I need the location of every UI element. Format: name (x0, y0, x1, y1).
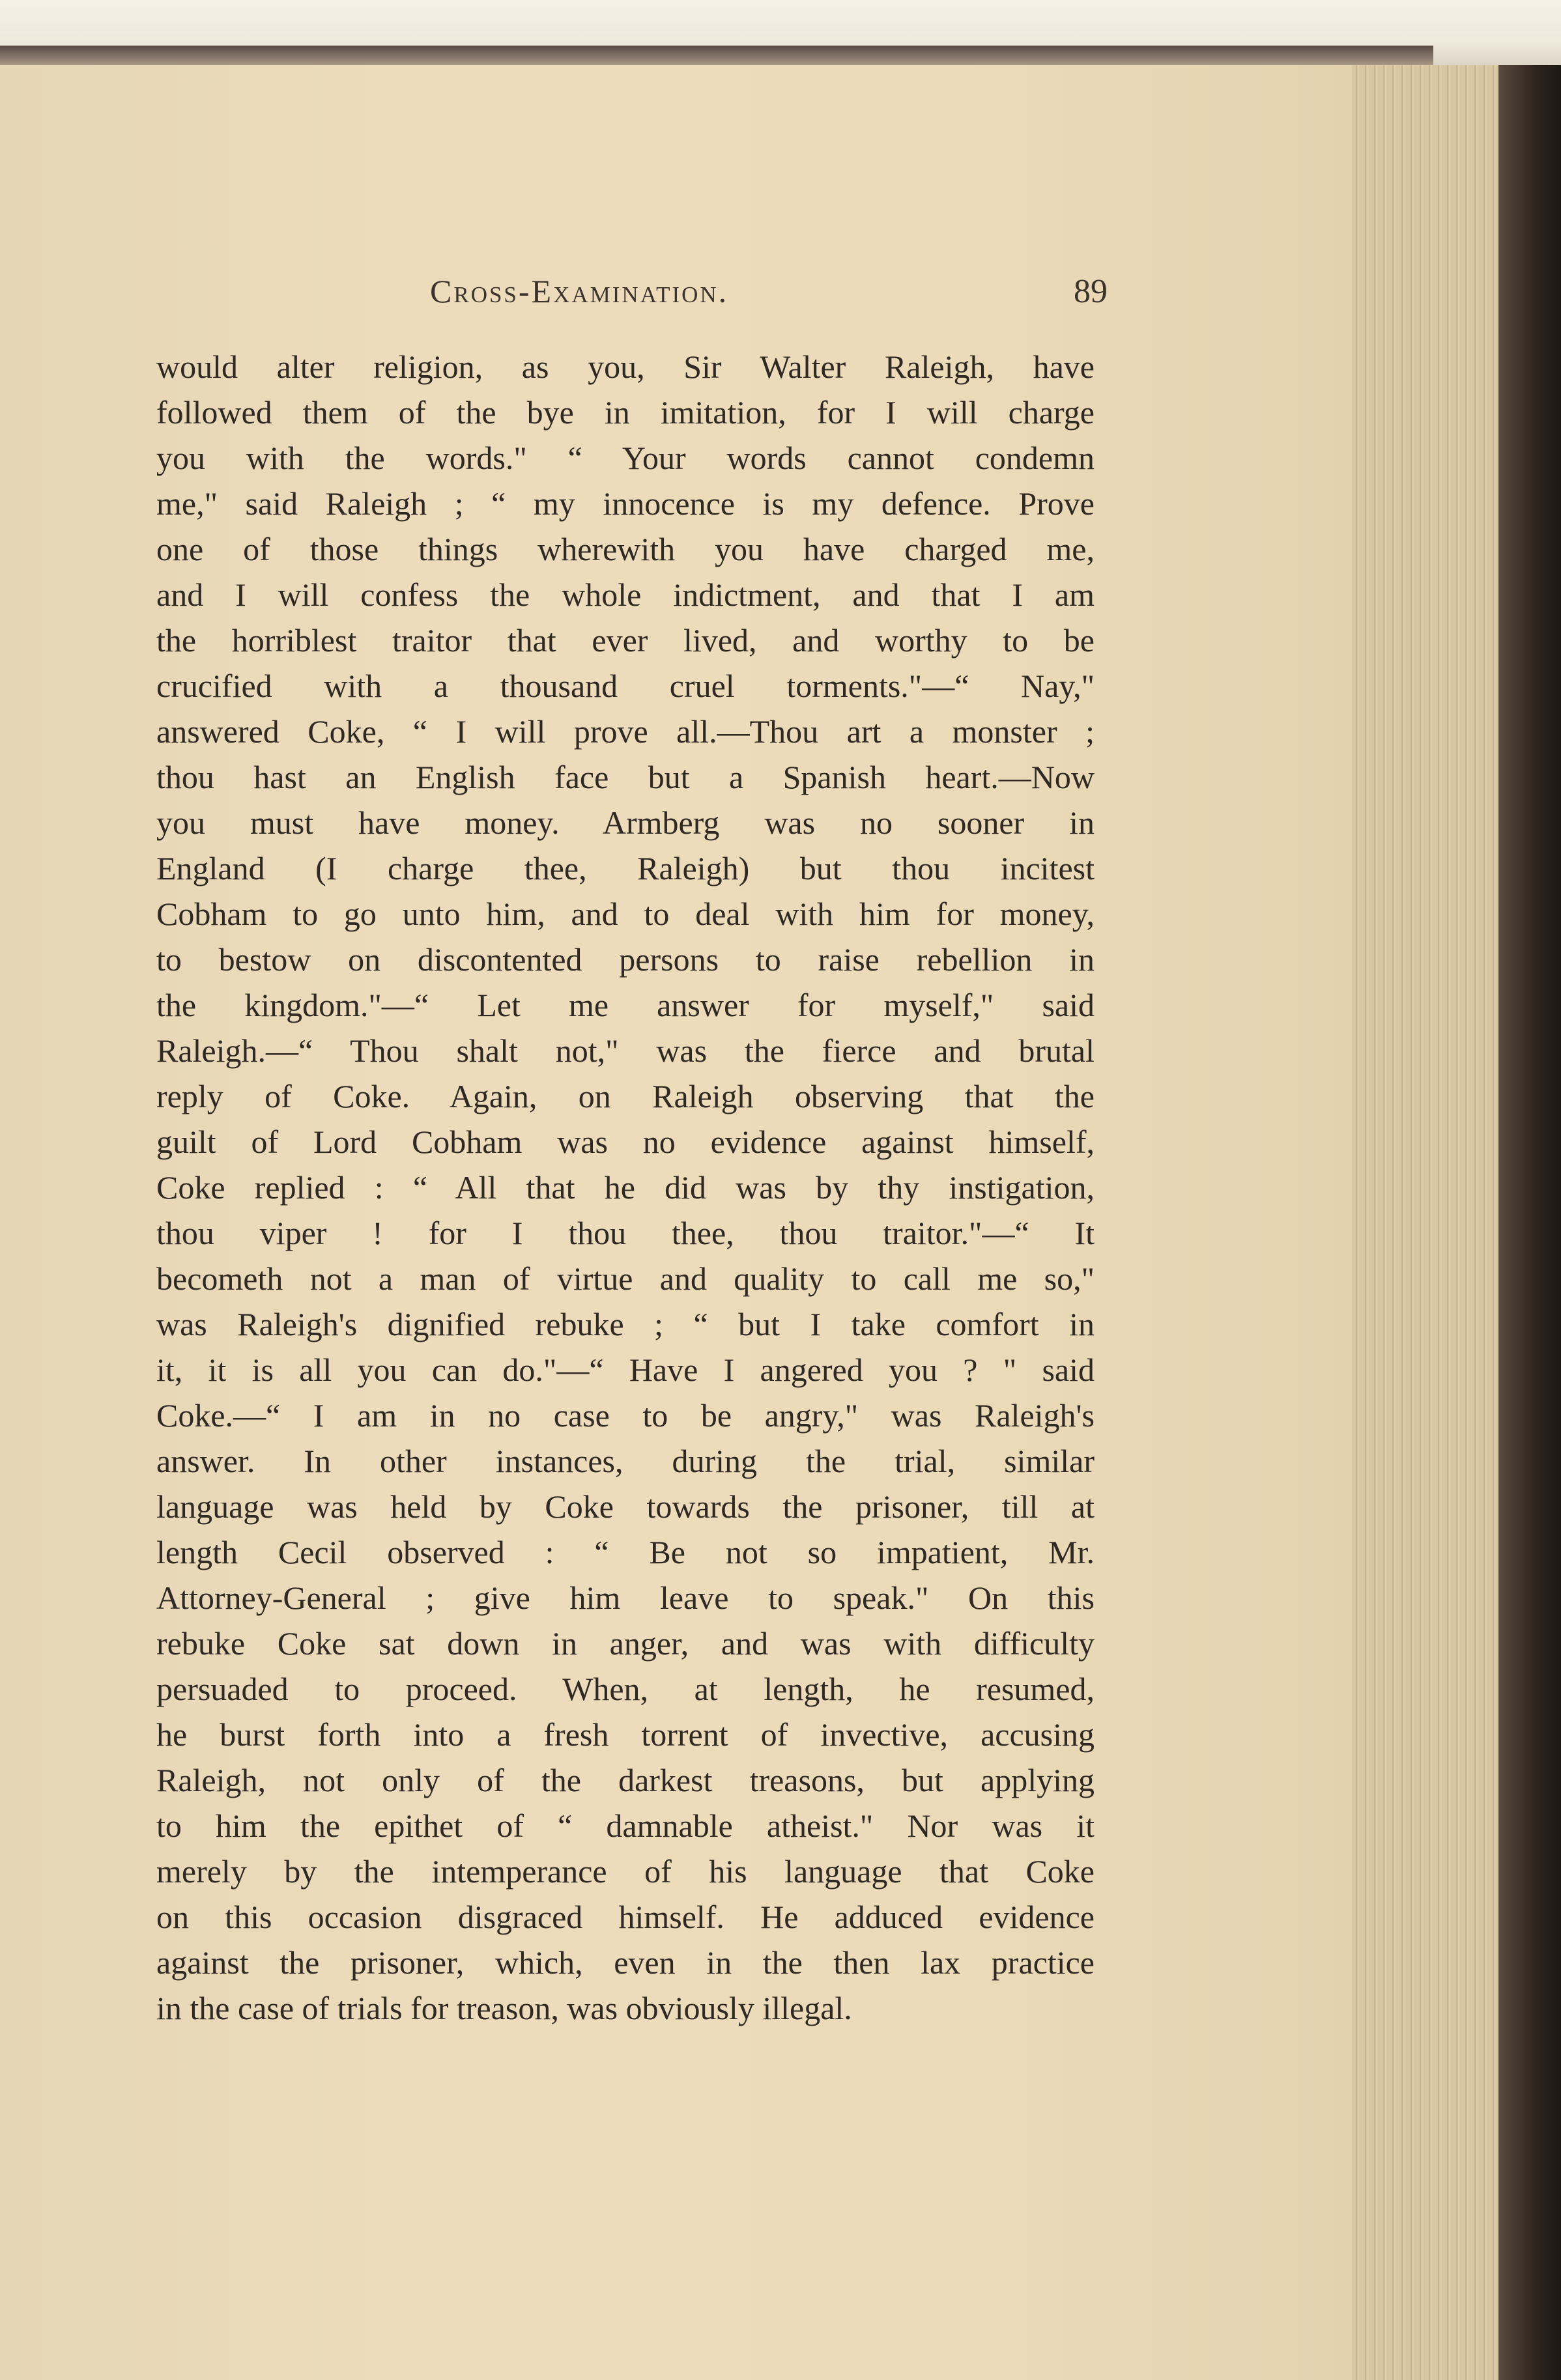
text-line: persuaded to proceed. When, at length, he resumed, (156, 1671, 1095, 1707)
text-line: against the prisoner, which, even in the then lax practice (156, 1944, 1095, 1981)
text-line: becometh not a man of virtue and quality to call me so," (156, 1260, 1095, 1297)
text-line: Cobham to go unto him, and to deal with him for money, (156, 896, 1095, 932)
text-line: on this occasion disgraced himself. He adduced evidence (156, 1899, 1095, 1935)
text-line: guilt of Lord Cobham was no evidence against himself, (156, 1124, 1095, 1160)
text-line: language was held by Coke towards the prisoner, till at (156, 1488, 1095, 1525)
text-line: merely by the intemperance of his language that Coke (156, 1853, 1095, 1890)
text-line: thou viper ! for I thou thee, thou traitor."—“ It (156, 1215, 1095, 1251)
text-line: one of those things wherewith you have charged me, (156, 531, 1095, 567)
text-line: Raleigh, not only of the darkest treasons, but applying (156, 1762, 1095, 1798)
text-line: and I will confess the whole indictment, and that I am (156, 576, 1095, 613)
text-line: to bestow on discontented persons to raise rebellion in (156, 941, 1095, 978)
running-head: Cross-Examination. (430, 273, 729, 309)
text-line: Coke.—“ I am in no case to be angry," was Raleigh's (156, 1397, 1095, 1434)
body-text (156, 344, 1095, 2031)
text-line: in the case of trials for treason, was obviously illegal. (156, 1990, 852, 2026)
text-line: the kingdom."—“ Let me answer for myself," said (156, 987, 1095, 1023)
text-line: crucified with a thousand cruel torments."—“ Nay," (156, 668, 1095, 704)
text-line: Coke replied : “ All that he did was by thy instigation, (156, 1169, 1095, 1206)
text-line: answer. In other instances, during the trial, similar (156, 1443, 1095, 1479)
text-line: the horriblest traitor that ever lived, and worthy to be (156, 622, 1095, 659)
book-spine-shadow (1498, 65, 1561, 2380)
text-line: to him the epithet of “ damnable atheist." Nor was it (156, 1807, 1095, 1844)
text-line: answered Coke, “ I will prove all.—Thou art a monster ; (156, 713, 1095, 750)
text-line: Raleigh.—“ Thou shalt not," was the fierce and brutal (156, 1032, 1095, 1069)
text-line: you with the words." “ Your words cannot condemn (156, 440, 1095, 476)
text-line: was Raleigh's dignified rebuke ; “ but I take comfort in (156, 1306, 1095, 1342)
page-number: 89 (1074, 273, 1108, 310)
text-line: me," said Raleigh ; “ my innocence is my defence. Prove (156, 485, 1095, 522)
text-line: would alter religion, as you, Sir Walter Raleigh, have (156, 348, 1095, 385)
text-line: reply of Coke. Again, on Raleigh observing that the (156, 1078, 1095, 1114)
text-line: Attorney-General ; give him leave to speak." On this (156, 1580, 1095, 1616)
text-line: you must have money. Armberg was no sooner in (156, 804, 1095, 841)
text-line: rebuke Coke sat down in anger, and was with difficulty (156, 1625, 1095, 1662)
text-line: length Cecil observed : “ Be not so impatient, Mr. (156, 1534, 1095, 1570)
page-header (430, 272, 1108, 318)
text-line: followed them of the bye in imitation, for I will charge (156, 394, 1095, 431)
text-line: he burst forth into a fresh torrent of invective, accusing (156, 1716, 1095, 1753)
page-edges (1352, 65, 1508, 2380)
text-line: England (I charge thee, Raleigh) but thou incitest (156, 850, 1095, 886)
text-line: thou hast an English face but a Spanish heart.—Now (156, 759, 1095, 795)
text-line: it, it is all you can do."—“ Have I angered you ? " said (156, 1352, 1095, 1388)
